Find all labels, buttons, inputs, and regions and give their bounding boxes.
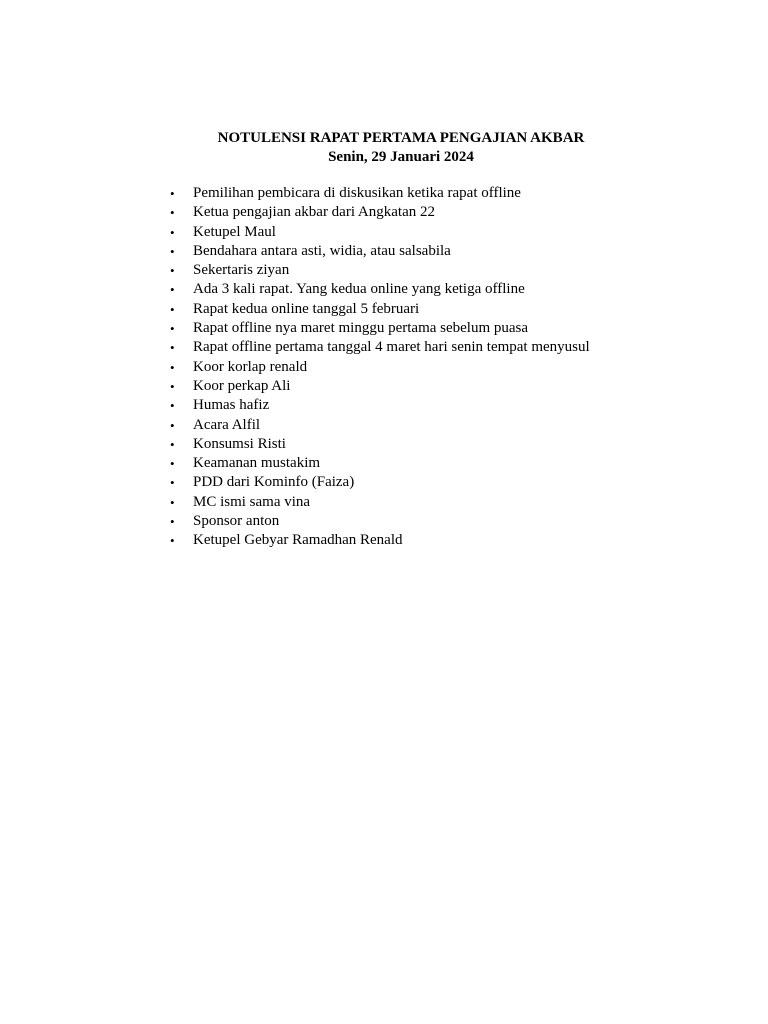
list-item-text: Pemilihan pembicara di diskusikan ketika rapat offline: [193, 185, 521, 201]
bullet-icon: •: [170, 359, 175, 375]
list-item-text: Keamanan mustakim: [193, 455, 321, 472]
list-item-text: Rapat offline nya maret minggu pertama sebelum puasa: [193, 320, 529, 337]
bullet-icon: •: [170, 224, 175, 240]
document-header: [0, 129, 768, 167]
list-item-text: Rapat kedua online tanggal 5 februari: [193, 300, 420, 317]
list-item-text: Koor korlap renald: [193, 358, 308, 375]
bullet-icon: •: [170, 205, 175, 221]
bullet-icon: •: [170, 186, 175, 201]
list-item-text: PDD dari Kominfo (Faiza): [193, 474, 355, 491]
list-item-text: Sponsor anton: [193, 513, 280, 530]
bullet-icon: •: [170, 475, 175, 491]
bullet-icon: •: [170, 456, 175, 472]
bullet-icon: •: [170, 417, 175, 433]
bullet-icon: •: [170, 494, 175, 510]
list-item-text: Ketupel Maul: [193, 223, 276, 240]
bullet-icon: •: [170, 263, 175, 279]
list-item-text: Sekertaris ziyan: [193, 262, 290, 279]
list-item-text: Ketupel Gebyar Ramadhan Renald: [193, 532, 403, 549]
bullet-icon: •: [170, 301, 175, 317]
bullet-icon: •: [170, 378, 175, 394]
bullet-icon: •: [170, 282, 175, 298]
bullet-icon: •: [170, 514, 175, 530]
list-item-text: Acara Alfil: [193, 416, 261, 433]
bullet-icon: •: [170, 340, 175, 356]
list-item-text: Rapat offline pertama tanggal 4 maret hari senin tempat menyusul: [193, 339, 590, 356]
list-item-text: MC ismi sama vina: [193, 493, 311, 510]
bullet-icon: •: [170, 398, 175, 414]
document-title: NOTULENSI RAPAT PERTAMA PENGAJIAN AKBAR: [217, 130, 585, 146]
list-item-text: Ketua pengajian akbar dari Angkatan 22: [193, 204, 435, 221]
list-item-text: Bendahara antara asti, widia, atau salsabila: [193, 242, 451, 259]
list-item-text: Humas hafiz: [193, 397, 270, 414]
document-date: Senin, 29 Januari 2024: [328, 149, 474, 165]
bullet-icon: •: [170, 436, 175, 452]
bullet-icon: •: [170, 243, 175, 259]
bullet-icon: •: [170, 321, 175, 337]
bullet-icon: •: [170, 533, 175, 549]
list-item-text: Koor perkap Ali: [193, 377, 291, 394]
list-item-text: Ada 3 kali rapat. Yang kedua online yang ketiga offline: [193, 281, 525, 298]
list-item-text: Konsumsi Risti: [193, 435, 286, 452]
